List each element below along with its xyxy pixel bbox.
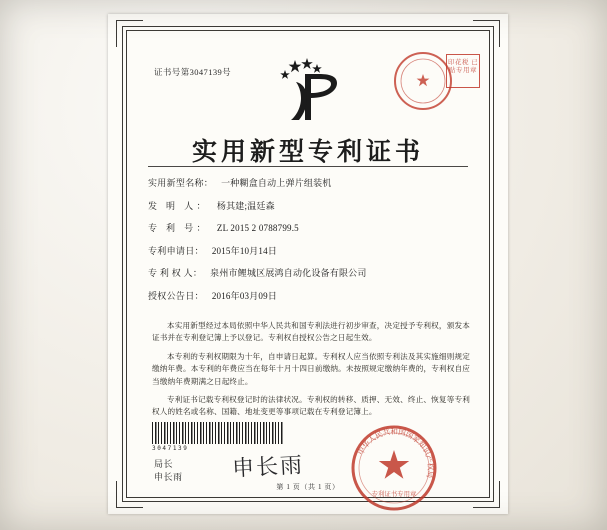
svg-text:中华人民共和国国家知识产权局: 中华人民共和国国家知识产权局 (356, 426, 436, 479)
field-row (148, 266, 474, 280)
field-list (148, 176, 474, 311)
page-title: 实用新型专利证书 (191, 137, 424, 166)
corner-ornament-top-left (116, 20, 143, 47)
director-block (154, 458, 183, 484)
field-value: 2015年10月14日 (211, 245, 278, 256)
field-value: 2016年03月09日 (211, 290, 278, 301)
barcode (152, 422, 284, 444)
tax-stamp-box: 印花税 已贴专用章 (446, 54, 480, 88)
field-row (148, 221, 474, 235)
corner-ornament-top-right (473, 20, 500, 47)
page-footer: 第 1 页（共 1 页） (276, 483, 340, 491)
field-label: 专 利 权 人： (148, 268, 203, 278)
field-value: 泉州市鲤城区展鸿自动化设备有限公司 (210, 268, 367, 278)
legal-body-text (152, 320, 470, 425)
field-row (148, 199, 474, 213)
certificate-page (108, 14, 508, 514)
paragraph: 本实用新型经过本局依照中华人民共和国专利法进行初步审查，决定授予专利权，颁发本证书并在专利登记簿上予以登记。专利权自授权公告之日起生效。 (152, 321, 470, 343)
field-row (148, 244, 474, 258)
director-label: 局长 (154, 459, 174, 469)
official-red-seal-icon (346, 420, 442, 516)
field-row (148, 289, 474, 303)
svg-text:专利证书专用章: 专利证书专用章 (371, 490, 417, 498)
field-row (148, 176, 474, 190)
handwritten-signature: 申长雨 (231, 453, 305, 482)
field-label: 专 利 号： (148, 223, 209, 233)
field-label: 专利申请日： (148, 245, 204, 256)
field-label: 授权公告日： (148, 290, 204, 301)
title-divider (148, 166, 468, 167)
patent-emblem-icon (265, 58, 351, 124)
director-name: 申长雨 (154, 472, 183, 482)
field-value: ZL 2015 2 0788799.5 (216, 223, 299, 233)
certificate-number: 证书号第3047139号 (154, 67, 232, 77)
paragraph: 本专利的专利权期限为十年，自申请日起算。专利权人应当依照专利法及其实施细则规定缴纳年费。本专利的年费应当在每年十月十四日前缴纳。未按照规定缴纳年费的，专利权自应当缴纳年费期满之日起终止。 (152, 351, 470, 386)
field-value: 一种糊盒自动上弹片组装机 (221, 178, 332, 188)
issuing-authority-stamp-icon (392, 50, 454, 112)
barcode-number: 3047139 (152, 445, 189, 452)
field-value: 杨其建;温廷森 (216, 200, 275, 211)
field-label: 发 明 人： (148, 200, 209, 211)
paragraph: 专利证书记载专利权登记时的法律状况。专利权的转移、质押、无效、终止、恢复等专利权人的姓名或名称、国籍、地址变更等事项记载在专利登记簿上。 (152, 395, 470, 417)
field-label: 实用新型名称： (148, 178, 214, 188)
